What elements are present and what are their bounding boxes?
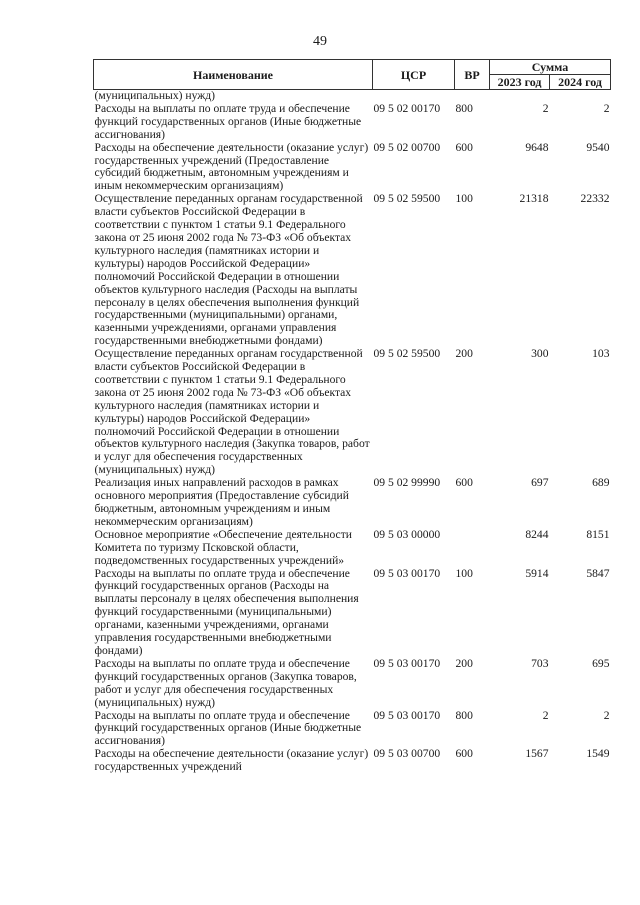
row-2023-cell: 21318 [519,192,549,206]
row-name-cell: Расходы на выплаты по оплате труда и обеспечение функций государственных органов (Закупка товаров, работ и услуг для обеспечения государственных (муниципальных) нужд) [94,656,357,709]
row-2023-cell: 300 [531,347,549,361]
header-csr: ЦСР [373,60,455,90]
row-csr-cell: 09 5 02 00700 [373,140,441,154]
row-2024-cell: 695 [592,656,610,670]
row-vr-cell [455,529,490,568]
row-2024-cell: 2 [603,708,610,722]
row-name-cell: Расходы на выплаты по оплате труда и обеспечение функций государственных органов (Иные бюджетные ассигнования) [94,708,362,748]
row-name-cell: Расходы на обеспечение деятельности (оказание услуг) государственных учреждений [94,747,369,774]
row-name-cell: Осуществление переданных органам государственной власти субъектов Российской Федерации в соответствии с пунктом 1 статьи 9.1 Федерального закона от 25 июня 2002 года № 73-ФЗ «Об объектах культурного наследия (памятниках истории и культуры) народов Российской Федерации» полномочий Российской Федерации в отношении объектов культурного наследия (Закупка товаров, работ и услуг для обеспечения государственных (муниципальных) нужд) [94,347,370,477]
row-vr-cell: 600 [455,747,473,761]
row-csr-cell [373,90,455,103]
table-row [94,710,611,749]
row-csr-cell: 09 5 02 59500 [373,192,441,206]
row-name-cell: Реализация иных направлений расходов в рамках основного мероприятия (Предоставление субсидий бюджетным, автономным учреждениям и иным некоммерческим организациям) [94,476,349,528]
row-name-cell: Основное мероприятие «Обеспечение деятельности Комитета по туризму Псковской области, подведомственных государственных учреждений» [94,527,352,567]
header-name: Наименование [94,60,373,90]
row-csr-cell: 09 5 03 00170 [373,566,441,580]
header-year-2023: 2023 год [490,75,550,90]
row-name-cell: Расходы на выплаты по оплате труда и обеспечение функций государственных органов (Иные бюджетные ассигнования) [94,101,362,141]
table-row [94,477,611,529]
row-2024-cell: 9540 [586,140,610,154]
row-vr-cell: 200 [455,347,473,361]
table-row [94,103,611,142]
row-name-cell: (муниципальных) нужд) [94,89,216,102]
header-sum: Сумма [490,60,611,75]
row-vr-cell: 600 [455,476,473,490]
row-2024-cell: 103 [592,347,610,361]
row-vr-cell: 100 [455,192,473,206]
table-body [94,90,611,775]
table-row [94,748,611,774]
row-2024-cell: 689 [592,476,610,490]
row-csr-cell: 09 5 03 00170 [373,708,441,722]
table-row [94,142,611,194]
table-row [94,568,611,658]
row-name-cell: Расходы на обеспечение деятельности (оказание услуг) государственных учреждений (Предоставление субсидий бюджетным, автономным учреждениям и иным некоммерческим организациям) [94,140,369,193]
row-2023-cell: 703 [531,656,549,670]
row-2023-cell: 5914 [525,566,549,580]
row-2023-cell: 2 [542,101,549,115]
row-2024-cell [550,90,611,103]
row-2023-cell: 9648 [525,140,549,154]
row-2023-cell: 2 [542,708,549,722]
budget-table [93,59,611,774]
page-number: 49 [313,34,327,49]
row-2024-cell: 1549 [586,747,610,761]
row-csr-cell: 09 5 03 00170 [373,656,441,670]
row-vr-cell: 200 [455,656,473,670]
header-year-2024: 2024 год [550,75,611,90]
row-csr-cell: 09 5 03 00000 [373,527,441,541]
row-vr-cell: 800 [455,101,473,115]
row-csr-cell: 09 5 02 00170 [373,101,441,115]
row-2024-cell: 5847 [586,566,610,580]
table-row [94,529,611,568]
row-name-cell: Расходы на выплаты по оплате труда и обеспечение функций государственных органов (Расходы на выплаты персоналу в целях обеспечения выполнения функций государственными (муниципальными) органами, казенными учреждениями, органами управления государственными внебюджетными фондами) [94,566,359,657]
row-csr-cell: 09 5 02 99990 [373,476,441,490]
table-row [94,193,611,348]
row-vr-cell [455,90,490,103]
table-header [94,60,611,90]
row-2023-cell: 697 [531,476,549,490]
table-row [94,348,611,477]
header-vr: ВР [455,60,490,90]
row-vr-cell: 800 [455,708,473,722]
row-vr-cell: 100 [455,566,473,580]
row-csr-cell: 09 5 03 00700 [373,747,441,761]
row-name-cell: Осуществление переданных органам государственной власти субъектов Российской Федерации в соответствии с пунктом 1 статьи 9.1 Федерального закона от 25 июня 2002 года № 73-ФЗ «Об объектах культурного наследия (памятниках истории и культуры) народов Российской Федерации» полномочий Российской Федерации в отношении объектов культурного наследия (Расходы на выплаты персоналу в целях обеспечения выполнения функций государственными (муниципальными) органами, казенными учреждениями, органами управления государственными внебюджетными фондами) [94,192,363,348]
table-row [94,658,611,710]
row-2023-cell: 8244 [525,527,549,541]
row-2024-cell: 22332 [580,192,610,206]
row-csr-cell: 09 5 02 59500 [373,347,441,361]
row-2023-cell [490,90,550,103]
row-2024-cell: 8151 [586,527,610,541]
table-row [94,90,611,103]
row-2023-cell: 1567 [525,747,549,761]
row-vr-cell: 600 [455,140,473,154]
row-2024-cell: 2 [603,101,610,115]
